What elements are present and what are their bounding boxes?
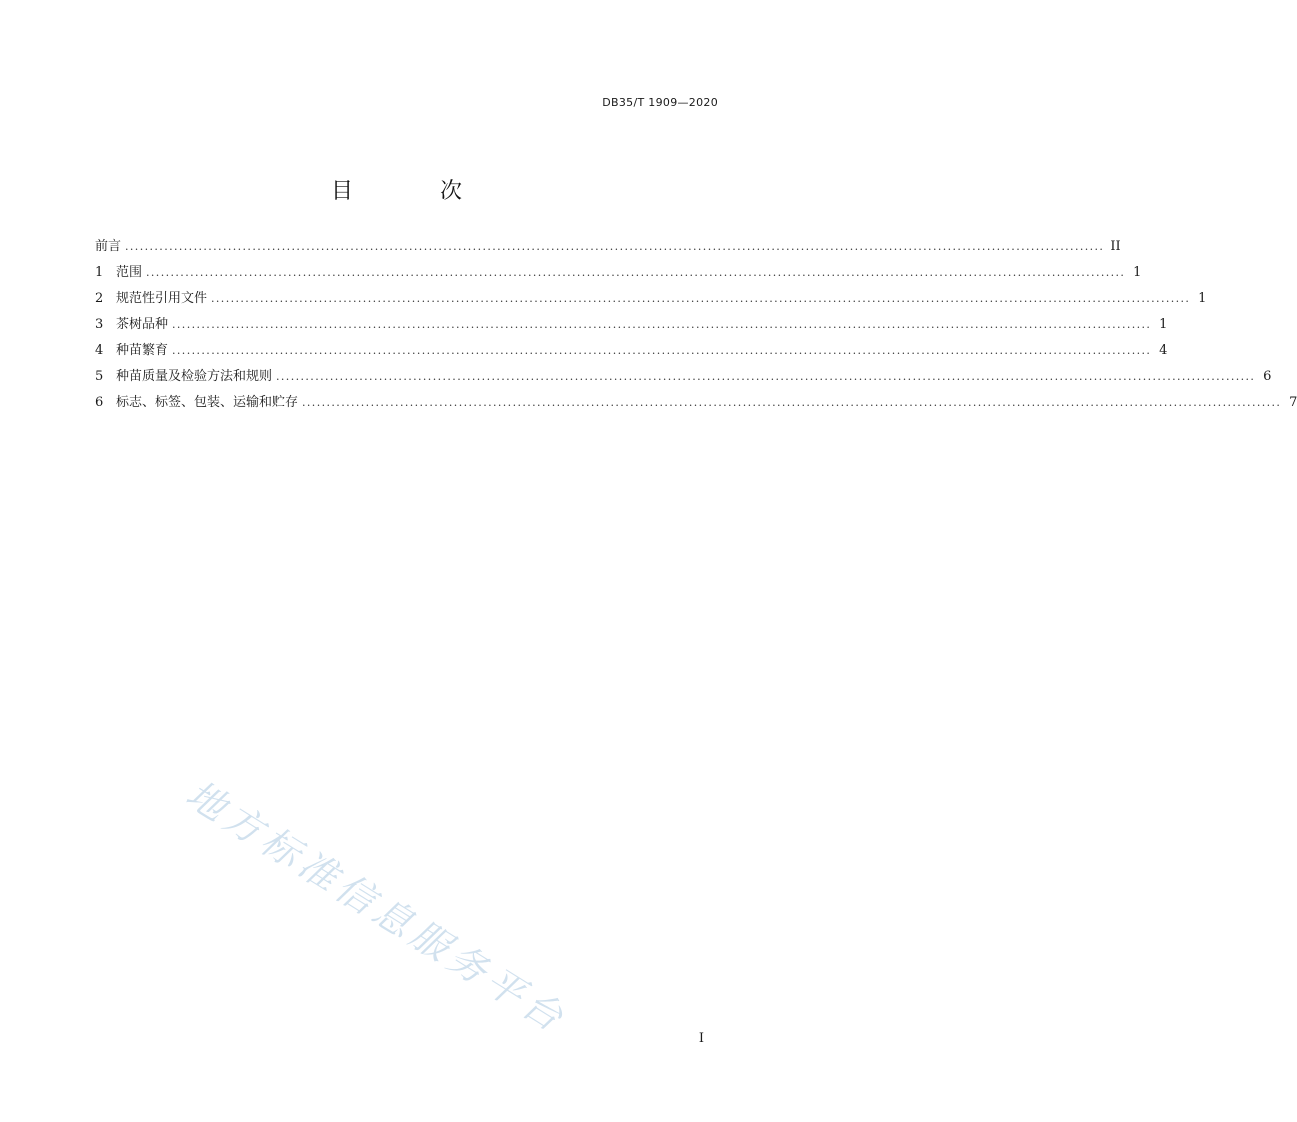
toc-title: 目 次: [331, 179, 502, 204]
toc-entry-title: 前言: [95, 239, 122, 254]
toc-dot-leader: ........................................................................................................................................................................................................: [302, 396, 1282, 409]
toc-entry-page: II: [1110, 239, 1121, 254]
toc-dot-leader: ........................................................................................................................................................................................................: [172, 344, 1152, 357]
toc-entry[interactable]: [95, 368, 1272, 394]
toc-entry-number: 4: [95, 343, 104, 358]
toc-entry-number: 2: [95, 291, 104, 306]
toc-entry-page: 1: [1198, 291, 1207, 306]
toc-entry-title: 标志、标签、包装、运输和贮存: [116, 395, 299, 410]
toc-entry-title: 种苗质量及检验方法和规则: [116, 369, 273, 384]
page-folio: I: [698, 1031, 704, 1046]
toc-entry[interactable]: [95, 342, 1168, 368]
toc-entry[interactable]: [95, 316, 1168, 342]
toc-entry-page: 1: [1159, 317, 1168, 332]
toc-dot-leader: ........................................................................................................................................................................................................: [276, 370, 1256, 383]
toc-entry-number: 6: [95, 395, 104, 410]
toc-entry[interactable]: [95, 394, 1297, 420]
toc-dot-leader: ........................................................................................................................................................................................................: [125, 240, 1105, 253]
toc-entry-title: 规范性引用文件: [116, 291, 208, 306]
standard-code: DB35/T 1909—2020: [602, 96, 718, 109]
toc-dot-leader: ........................................................................................................................................................................................................: [211, 292, 1191, 305]
toc-entry-page: 7: [1289, 395, 1297, 410]
toc-entry-page: 4: [1159, 343, 1168, 358]
toc-dot-leader: ........................................................................................................................................................................................................: [172, 318, 1152, 331]
toc-entry-page: 6: [1263, 369, 1272, 384]
toc-entry[interactable]: [95, 238, 1121, 264]
toc-entry-title: 茶树品种: [116, 317, 169, 332]
toc-entry-number: 1: [95, 265, 104, 280]
toc-entry-number: 5: [95, 369, 104, 384]
toc-dot-leader: ........................................................................................................................................................................................................: [146, 266, 1126, 279]
toc-entry-title: 范围: [116, 265, 143, 280]
watermark: 地方标准信息服务平台: [178, 771, 575, 1043]
toc-entry-number: 3: [95, 317, 104, 332]
toc-entry[interactable]: [95, 290, 1207, 316]
toc-entry-page: 1: [1133, 265, 1142, 280]
toc-entry[interactable]: [95, 264, 1142, 290]
toc-list: [95, 238, 1297, 420]
toc-entry-title: 种苗繁育: [116, 343, 169, 358]
